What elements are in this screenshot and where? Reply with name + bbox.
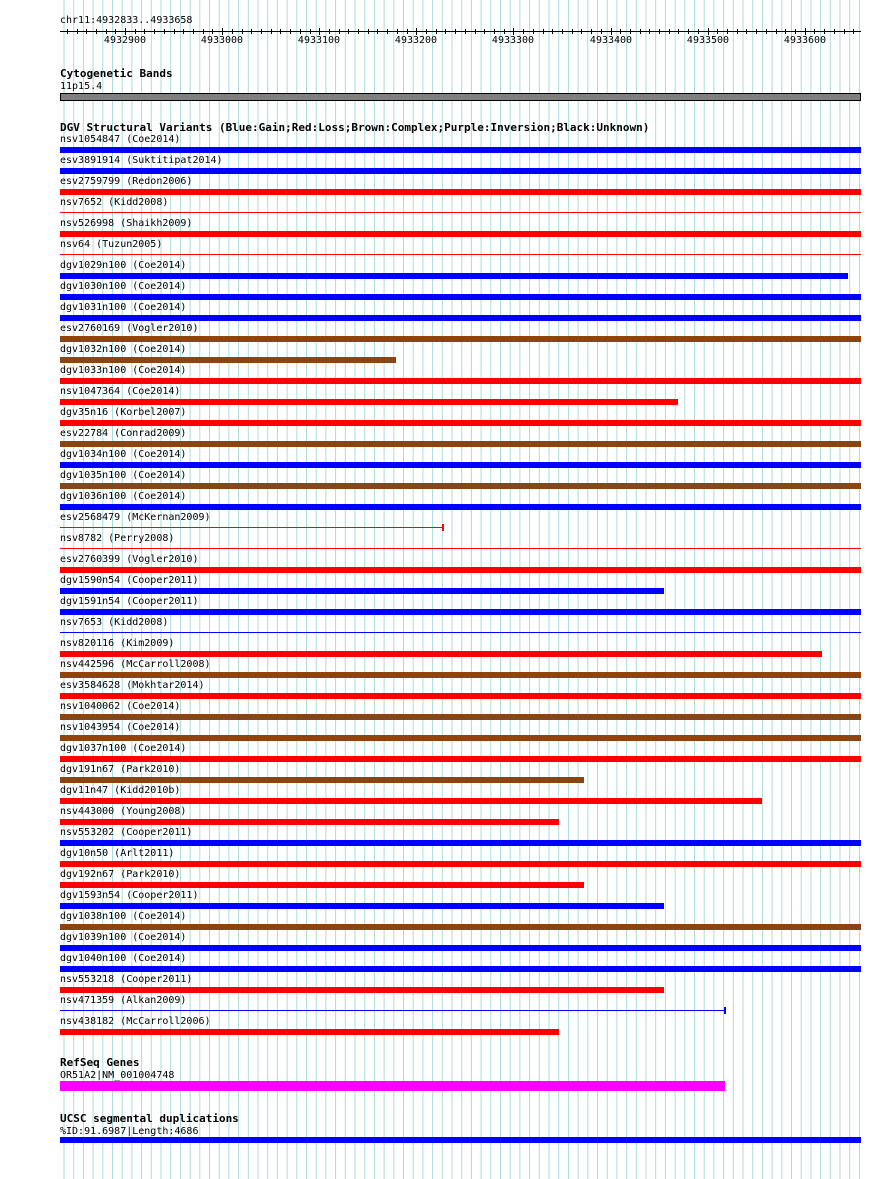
ruler-minor-tick	[688, 29, 689, 34]
variant-bar[interactable]	[60, 756, 861, 762]
variant-label: esv2760169 (Vogler2010)	[60, 323, 199, 334]
ruler-minor-tick	[504, 29, 505, 34]
ruler-minor-tick	[416, 28, 417, 35]
ruler-tick-label: 4933200	[394, 35, 438, 46]
variant-bar[interactable]	[60, 903, 664, 909]
variant-line[interactable]	[60, 212, 861, 213]
variant-label: nsv7652 (Kidd2008)	[60, 197, 169, 208]
ruler-minor-tick	[174, 29, 175, 34]
ruler-minor-tick	[271, 29, 272, 34]
variant-bar[interactable]	[60, 609, 861, 615]
segdup-label: %ID:91.6987|Length:4686	[60, 1126, 199, 1137]
variant-label: esv22784 (Conrad2009)	[60, 428, 187, 439]
variant-bar[interactable]	[60, 315, 861, 321]
ruler-minor-tick	[348, 29, 349, 34]
ruler-minor-tick	[300, 29, 301, 34]
variant-bar[interactable]	[60, 987, 664, 993]
variant-bar[interactable]	[60, 924, 861, 930]
segdup-title: UCSC segmental duplications	[60, 1112, 239, 1125]
ruler-minor-tick	[115, 29, 116, 34]
variant-bar[interactable]	[60, 777, 584, 783]
ruler-minor-tick	[756, 29, 757, 34]
variant-label: nsv1047364 (Coe2014)	[60, 386, 181, 397]
ruler-minor-tick	[86, 29, 87, 34]
variant-bar[interactable]	[60, 294, 861, 300]
variant-label: esv2568479 (McKernan2009)	[60, 512, 211, 523]
ruler-minor-tick	[640, 29, 641, 34]
variant-bar[interactable]	[60, 441, 861, 447]
variant-label: nsv7653 (Kidd2008)	[60, 617, 169, 628]
variant-bar[interactable]	[60, 651, 822, 657]
variant-bar[interactable]	[60, 798, 762, 804]
ruler-minor-tick	[494, 29, 495, 34]
ruler-minor-tick	[766, 29, 767, 34]
variant-line[interactable]	[60, 1010, 725, 1011]
ruler-minor-tick	[329, 29, 330, 34]
variant-bar[interactable]	[60, 483, 861, 489]
ruler-minor-tick	[251, 29, 252, 34]
variant-bar[interactable]	[60, 1029, 559, 1035]
ruler-minor-tick	[572, 29, 573, 34]
variant-bar[interactable]	[60, 672, 861, 678]
ruler-minor-tick	[611, 28, 612, 35]
variant-bar[interactable]	[60, 840, 861, 846]
variant-bar[interactable]	[60, 882, 584, 888]
variant-label: dgv1038n100 (Coe2014)	[60, 911, 187, 922]
variant-label: nsv553202 (Cooper2011)	[60, 827, 193, 838]
variant-label: nsv443000 (Young2008)	[60, 806, 187, 817]
ruler-line	[60, 31, 861, 32]
ruler-minor-tick	[834, 29, 835, 34]
ruler-minor-tick	[125, 28, 126, 35]
ruler-minor-tick	[436, 29, 437, 34]
ruler-tick-label: 4933000	[200, 35, 244, 46]
variant-line[interactable]	[60, 548, 861, 549]
ruler-minor-tick	[562, 29, 563, 34]
ruler-minor-tick	[261, 29, 262, 34]
variant-bar[interactable]	[60, 735, 861, 741]
ruler-minor-tick	[543, 29, 544, 34]
ruler-minor-tick	[523, 29, 524, 34]
ruler-minor-tick	[106, 29, 107, 34]
variant-bar[interactable]	[60, 714, 861, 720]
ruler-tick-label: 4933400	[589, 35, 633, 46]
ruler-minor-tick	[319, 28, 320, 35]
ruler-minor-tick	[203, 29, 204, 34]
refseq-gene-label: OR51A2|NM_001004748	[60, 1070, 175, 1081]
ruler-minor-tick	[737, 29, 738, 34]
variant-label: nsv553218 (Cooper2011)	[60, 974, 193, 985]
variant-label: nsv438182 (McCarroll2006)	[60, 1016, 211, 1027]
variant-label: dgv192n67 (Park2010)	[60, 869, 181, 880]
ruler-minor-tick	[67, 29, 68, 34]
ruler-minor-tick	[844, 29, 845, 34]
ruler-tick-label: 4932900	[103, 35, 147, 46]
ruler-minor-tick	[144, 29, 145, 34]
variant-label: dgv1031n100 (Coe2014)	[60, 302, 187, 313]
variant-line[interactable]	[60, 254, 861, 255]
ruler-minor-tick	[708, 28, 709, 35]
ruler-minor-tick	[601, 29, 602, 34]
variant-label: esv3891914 (Suktitipat2014)	[60, 155, 223, 166]
variant-label: dgv10n50 (Arlt2011)	[60, 848, 175, 859]
ruler-minor-tick	[785, 29, 786, 34]
ruler-minor-tick	[620, 29, 621, 34]
ruler-minor-tick	[484, 29, 485, 34]
variant-label: nsv471359 (Alkan2009)	[60, 995, 187, 1006]
ruler-minor-tick	[77, 29, 78, 34]
variant-label: nsv526998 (Shaikh2009)	[60, 218, 193, 229]
variant-bar[interactable]	[60, 168, 861, 174]
refseq-title: RefSeq Genes	[60, 1056, 140, 1069]
variant-label: dgv1034n100 (Coe2014)	[60, 449, 187, 460]
variant-bar[interactable]	[60, 273, 848, 279]
ruler-minor-tick	[475, 29, 476, 34]
ruler-minor-tick	[387, 29, 388, 34]
ruler-minor-tick	[776, 29, 777, 34]
variant-label: dgv1040n100 (Coe2014)	[60, 953, 187, 964]
ruler-minor-tick	[407, 29, 408, 34]
ruler-minor-tick	[678, 29, 679, 34]
variant-bar[interactable]	[60, 819, 559, 825]
dgv-title: DGV Structural Variants (Blue:Gain;Red:Loss;Brown:Complex;Purple:Inversion;Black:Unknown)	[60, 121, 650, 134]
ruler-tick-label: 4933500	[686, 35, 730, 46]
ruler-minor-tick	[368, 29, 369, 34]
variant-bar[interactable]	[60, 588, 664, 594]
ruler-minor-tick	[164, 29, 165, 34]
variant-bar[interactable]	[60, 945, 861, 951]
ruler-minor-tick	[358, 29, 359, 34]
cytoband-label: 11p15.4	[60, 81, 103, 92]
ruler-minor-tick	[649, 29, 650, 34]
ruler-minor-tick	[824, 29, 825, 34]
variant-label: dgv1590n54 (Cooper2011)	[60, 575, 199, 586]
ruler-minor-tick	[581, 29, 582, 34]
ruler-minor-tick	[212, 29, 213, 34]
ruler-minor-tick	[853, 29, 854, 34]
variant-bar[interactable]	[60, 420, 861, 426]
variant-label: esv3584628 (Mokhtar2014)	[60, 680, 205, 691]
variant-bar[interactable]	[60, 147, 861, 153]
ruler-minor-tick	[659, 29, 660, 34]
ruler-tick-label: 4933600	[783, 35, 827, 46]
ruler-minor-tick	[630, 29, 631, 34]
range-label: chr11:4932833..4933658	[60, 15, 193, 26]
refseq-gene-bar[interactable]	[60, 1081, 725, 1091]
variant-bar[interactable]	[60, 966, 861, 972]
ruler-minor-tick	[465, 29, 466, 34]
ruler-minor-tick	[814, 29, 815, 34]
ruler-minor-tick	[513, 28, 514, 35]
ruler-minor-tick	[455, 29, 456, 34]
variant-label: dgv35n16 (Korbel2007)	[60, 407, 187, 418]
variant-label: dgv1036n100 (Coe2014)	[60, 491, 187, 502]
ruler-minor-tick	[280, 29, 281, 34]
ruler-minor-tick	[290, 29, 291, 34]
ruler-minor-tick	[426, 29, 427, 34]
variant-label: dgv191n67 (Park2010)	[60, 764, 181, 775]
variant-bar[interactable]	[60, 462, 861, 468]
segdup-bar[interactable]	[60, 1137, 861, 1143]
variant-label: nsv1054847 (Coe2014)	[60, 134, 181, 145]
variant-label: esv2759799 (Redon2006)	[60, 176, 193, 187]
variant-label: dgv1029n100 (Coe2014)	[60, 260, 187, 271]
variant-label: nsv820116 (Kim2009)	[60, 638, 175, 649]
ruler-tick-label: 4933100	[297, 35, 341, 46]
ruler-minor-tick	[746, 29, 747, 34]
ruler-minor-tick	[222, 28, 223, 35]
variant-bar[interactable]	[60, 336, 861, 342]
variant-end-cap	[442, 524, 444, 531]
variant-bar[interactable]	[60, 357, 396, 363]
ruler-minor-tick	[805, 28, 806, 35]
ruler-minor-tick	[135, 29, 136, 34]
ruler-minor-tick	[591, 29, 592, 34]
ruler-minor-tick	[242, 29, 243, 34]
variant-bar[interactable]	[60, 693, 861, 699]
ruler-minor-tick	[377, 29, 378, 34]
variant-label: dgv1030n100 (Coe2014)	[60, 281, 187, 292]
variant-label: dgv1035n100 (Coe2014)	[60, 470, 187, 481]
ruler-minor-tick	[310, 29, 311, 34]
variant-label: nsv1043954 (Coe2014)	[60, 722, 181, 733]
variant-bar[interactable]	[60, 567, 861, 573]
variant-label: dgv11n47 (Kidd2010b)	[60, 785, 181, 796]
ruler-minor-tick	[727, 29, 728, 34]
variant-label: nsv8782 (Perry2008)	[60, 533, 175, 544]
cytoband-bar[interactable]	[60, 93, 861, 101]
ruler-minor-tick	[397, 29, 398, 34]
variant-bar[interactable]	[60, 378, 861, 384]
ruler-minor-tick	[698, 29, 699, 34]
ruler-tick-label: 4933300	[491, 35, 535, 46]
ruler-minor-tick	[183, 29, 184, 34]
variant-line[interactable]	[60, 632, 861, 633]
variant-line[interactable]	[60, 527, 443, 528]
ruler-minor-tick	[533, 29, 534, 34]
variant-end-cap	[724, 1007, 726, 1014]
ruler-minor-tick	[339, 29, 340, 34]
ruler-minor-tick	[193, 29, 194, 34]
ruler-minor-tick	[552, 29, 553, 34]
variant-label: dgv1032n100 (Coe2014)	[60, 344, 187, 355]
variant-bar[interactable]	[60, 399, 678, 405]
ruler-minor-tick	[717, 29, 718, 34]
variant-label: nsv442596 (McCarroll2008)	[60, 659, 211, 670]
variant-label: esv2760399 (Vogler2010)	[60, 554, 199, 565]
variant-bar[interactable]	[60, 861, 861, 867]
variant-label: dgv1591n54 (Cooper2011)	[60, 596, 199, 607]
ruler-minor-tick	[232, 29, 233, 34]
variant-label: dgv1033n100 (Coe2014)	[60, 365, 187, 376]
cytoband-title: Cytogenetic Bands	[60, 67, 173, 80]
ruler-minor-tick	[154, 29, 155, 34]
variant-label: dgv1037n100 (Coe2014)	[60, 743, 187, 754]
variant-bar[interactable]	[60, 504, 861, 510]
ruler-minor-tick	[669, 29, 670, 34]
variant-bar[interactable]	[60, 231, 861, 237]
variant-label: nsv64 (Tuzun2005)	[60, 239, 163, 250]
variant-label: dgv1593n54 (Cooper2011)	[60, 890, 199, 901]
ruler-minor-tick	[96, 29, 97, 34]
ruler-minor-tick	[445, 29, 446, 34]
variant-label: nsv1040062 (Coe2014)	[60, 701, 181, 712]
variant-bar[interactable]	[60, 189, 861, 195]
variant-label: dgv1039n100 (Coe2014)	[60, 932, 187, 943]
ruler-minor-tick	[795, 29, 796, 34]
